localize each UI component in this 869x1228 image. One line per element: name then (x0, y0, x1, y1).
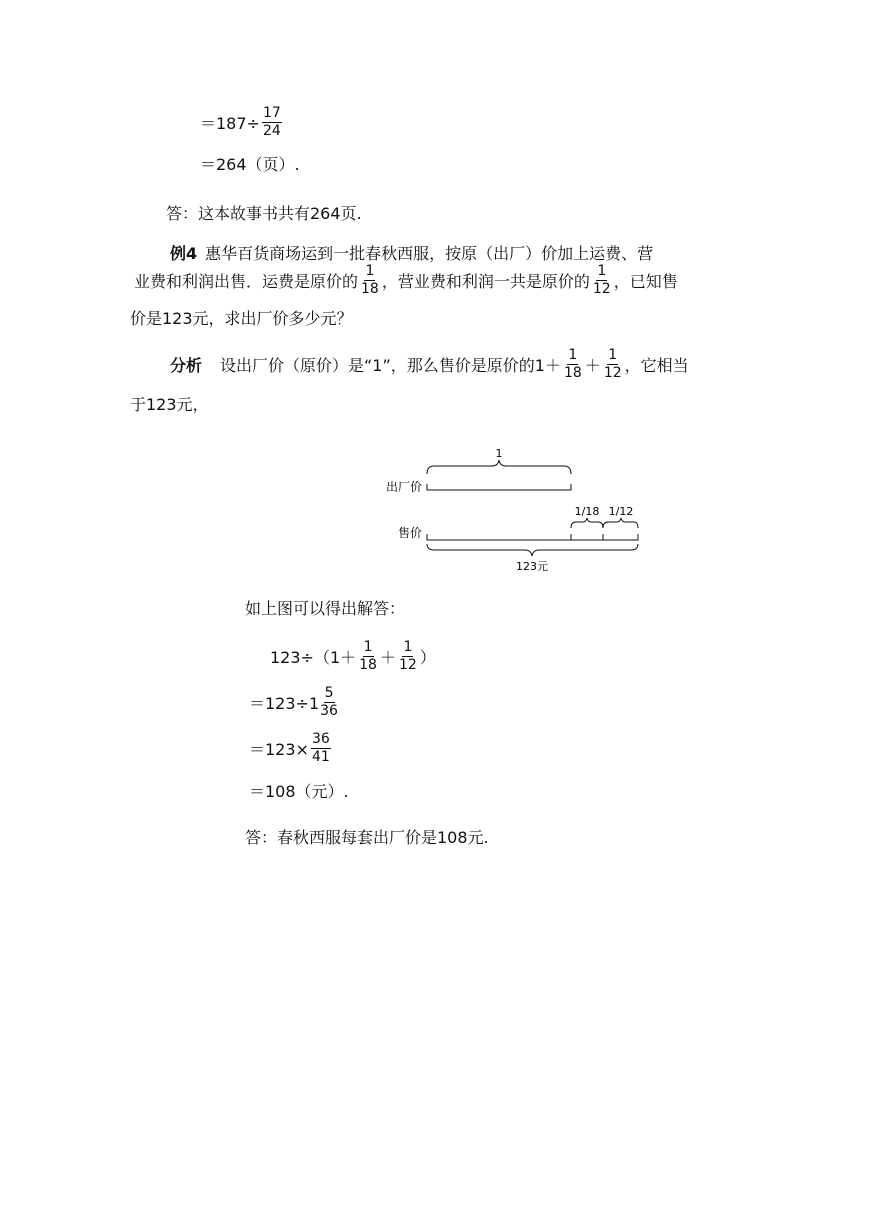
fraction-numerator: 5 (324, 685, 334, 701)
solution-l3-prefix: ＝123× (249, 739, 309, 759)
calc-line-1 (200, 106, 284, 138)
bottom-brace (427, 544, 638, 556)
fraction-numerator: 1 (365, 263, 375, 279)
fraction-numerator: 17 (262, 105, 281, 121)
solution-l1-suffix: ） (419, 647, 436, 667)
fraction (311, 732, 331, 764)
top-label: 1 (495, 447, 503, 460)
fraction-denominator: 24 (262, 122, 281, 139)
fraction-numerator: 1 (597, 263, 607, 279)
solution-line-1 (270, 640, 436, 672)
fraction-numerator: 1 (608, 347, 618, 363)
solution-line-4: ＝108（元）. (249, 782, 349, 801)
sale-price-segment (427, 534, 638, 540)
solution-l2-prefix: ＝123÷1 (249, 693, 320, 713)
row-label-factory: 出厂价 (385, 480, 422, 494)
fraction (563, 348, 583, 380)
fraction-denominator: 18 (359, 656, 377, 673)
fraction (592, 264, 612, 296)
fraction-numerator: 36 (311, 731, 330, 747)
fraction (358, 640, 378, 672)
example4-line-2 (134, 264, 678, 296)
top-brace (427, 460, 571, 474)
fraction-denominator: 12 (603, 364, 622, 381)
analysis-line-2: 于123元， (130, 395, 209, 414)
plus-sign: ＋ (584, 355, 601, 375)
calc-line-2: ＝264（页）. (200, 155, 300, 174)
fraction-numerator: 1 (568, 347, 578, 363)
example4-text-1: 惠华百货商场运到一批春秋西服，按原（出厂）价加上运费、营 (205, 244, 654, 263)
fraction-denominator: 36 (320, 702, 338, 719)
fraction-denominator: 12 (592, 280, 611, 297)
answer-2: 答：春秋西服每套出厂价是108元. (245, 828, 489, 847)
fraction (603, 348, 623, 380)
solution-intro: 如上图可以得出解答： (245, 599, 406, 618)
fraction (398, 640, 418, 672)
example4-line-3: 价是123元，求出厂价多少元？ (130, 309, 353, 328)
brace-1-12 (603, 518, 638, 528)
fraction-denominator: 18 (563, 364, 582, 381)
answer-1: 答：这本故事书共有264页. (166, 204, 362, 223)
calc-line-1-prefix: ＝187÷ (200, 113, 260, 133)
seg-label-1-18: 1/18 (574, 505, 600, 518)
solution-l1-prefix: 123÷（1＋ (270, 647, 357, 667)
analysis-label: 分析 (170, 355, 203, 375)
fraction-denominator: 12 (398, 656, 417, 673)
analysis-text-a: 设出厂价（原价）是“1”，那么售价是原价的1＋ (220, 355, 561, 375)
plus-sign: ＋ (379, 647, 396, 667)
fraction (262, 106, 282, 138)
example4-text-2c: ，已知售 (613, 271, 678, 291)
solution-line-3 (249, 732, 333, 764)
fraction-numerator: 1 (363, 639, 373, 655)
analysis-line-1 (170, 348, 689, 380)
example4-line-1 (170, 241, 653, 264)
example4-text-2b: ，营业费和利润一共是原价的 (381, 271, 590, 291)
example4-text-2a: 业费和利润出售．运费是原价的 (134, 271, 359, 291)
brace-1-18 (571, 518, 603, 528)
fraction-denominator: 41 (311, 748, 330, 765)
fraction (360, 264, 380, 296)
row-label-sale: 售价 (397, 526, 422, 540)
bottom-label: 123元 (516, 560, 548, 573)
example4-label: 例4 (170, 244, 198, 263)
solution-line-2 (249, 686, 341, 718)
analysis-text-b: ，它相当 (624, 355, 689, 375)
segment-diagram (370, 440, 660, 580)
seg-label-1-12: 1/12 (608, 505, 634, 518)
fraction-denominator: 18 (361, 280, 379, 297)
fraction (319, 686, 339, 718)
fraction-numerator: 1 (403, 639, 413, 655)
factory-price-segment (427, 484, 571, 490)
